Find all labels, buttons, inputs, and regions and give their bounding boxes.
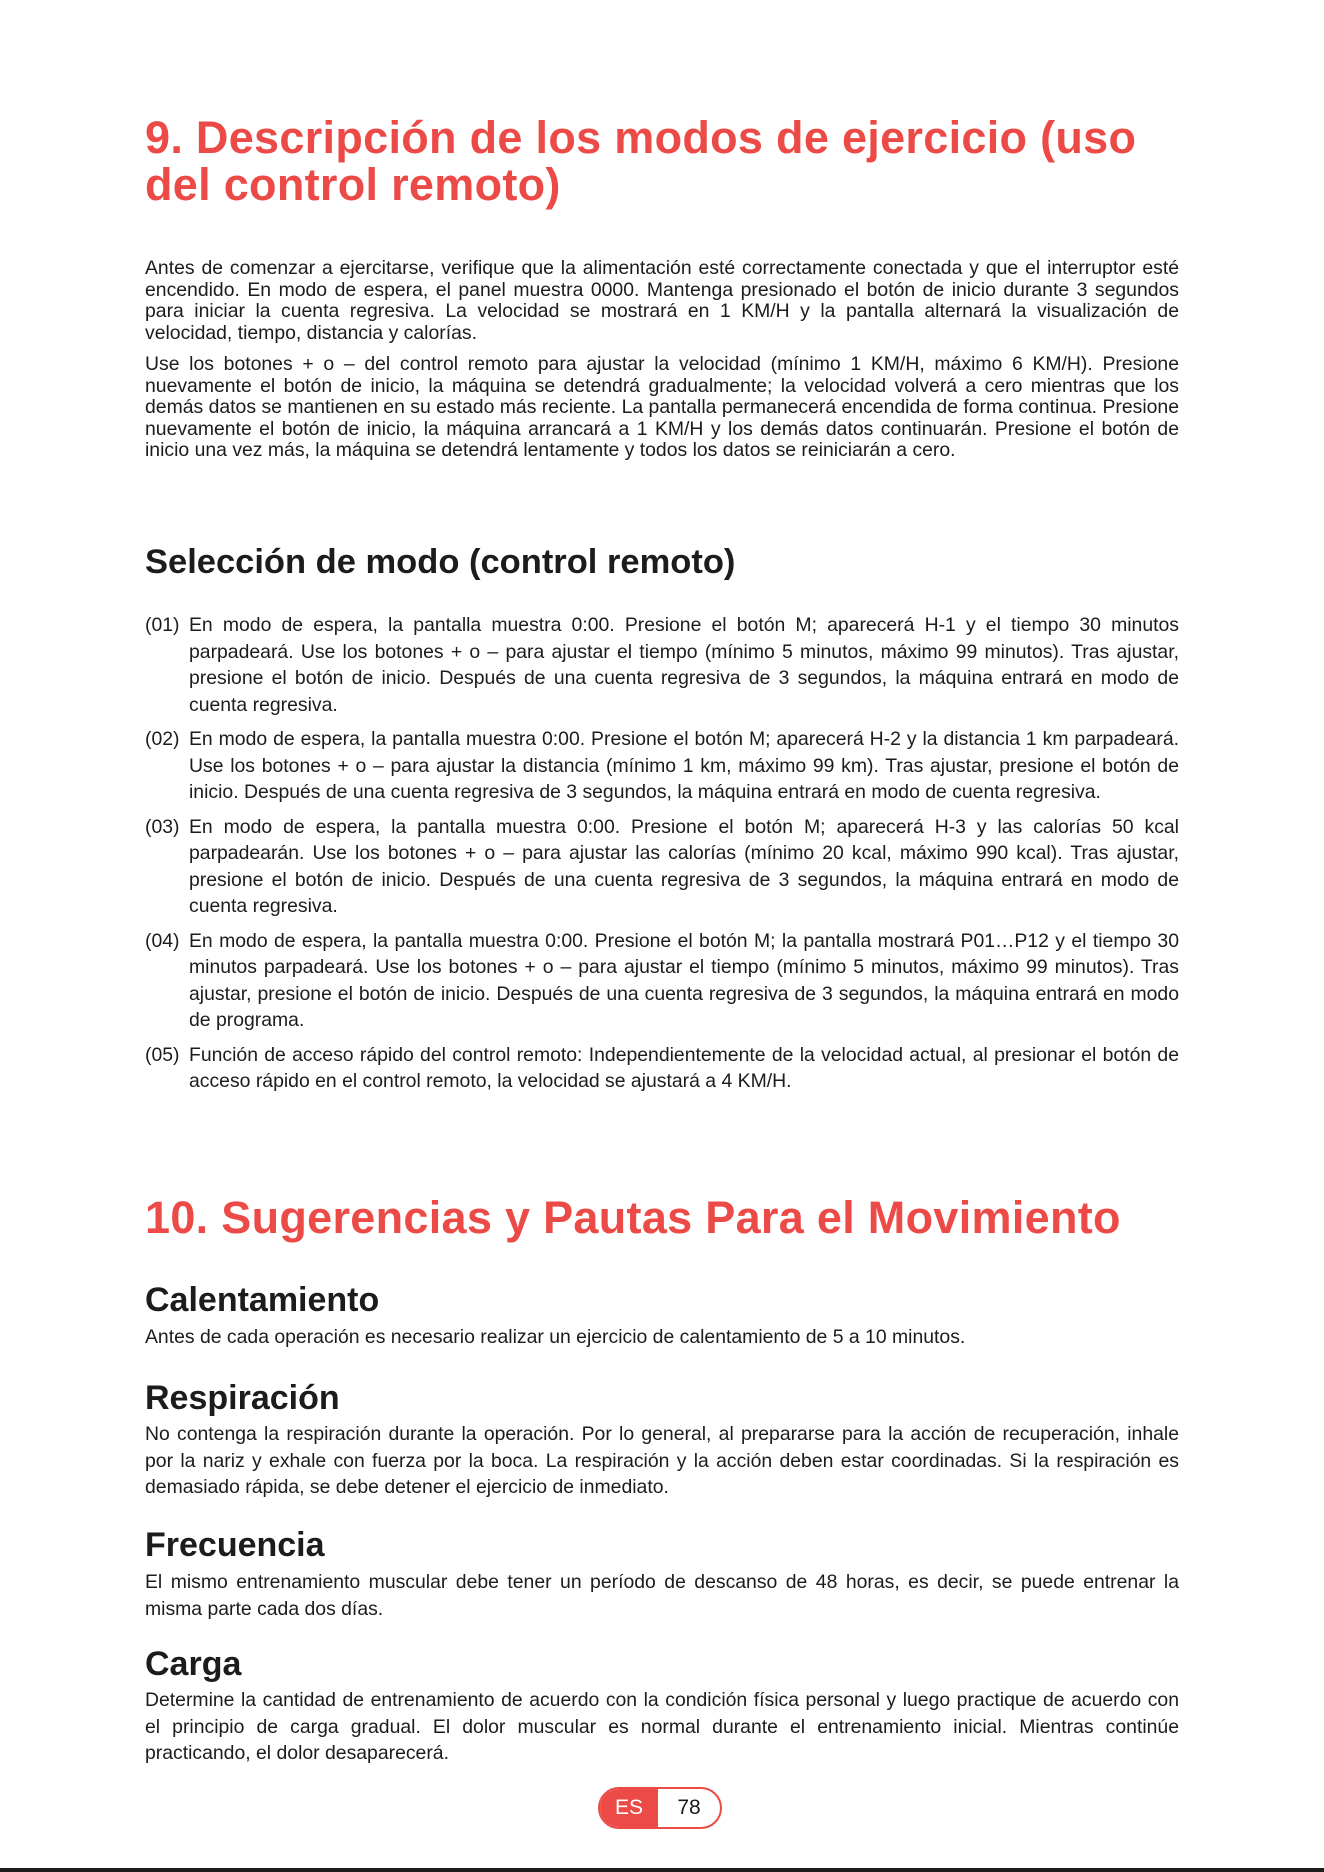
frequency-heading: Frecuencia xyxy=(145,1526,325,1564)
mode-selection-subtitle: Selección de modo (control remoto) xyxy=(145,543,736,581)
bottom-edge-divider xyxy=(0,1868,1324,1872)
list-item-number: (01) xyxy=(145,614,180,636)
warmup-text: Antes de cada operación es necesario realizar un ejercicio de calentamiento de 5 a 10 minutos. xyxy=(145,1326,966,1348)
mode-list xyxy=(145,612,1179,1095)
list-item-text: Función de acceso rápido del control remoto: Independientemente de la velocidad actual, al presionar el botón de acceso rápido en el control remoto, la velocidad se ajustará a 4 KM/H. xyxy=(189,1043,1179,1092)
list-item-number: (04) xyxy=(145,929,180,952)
list-item xyxy=(145,928,1179,1034)
list-item-number: (03) xyxy=(145,815,180,838)
list-item-text: En modo de espera, la pantalla muestra 0:00. Presione el botón M; aparecerá H-2 y la distancia 1 km parpadeará. Use los botones + o – para ajustar la distancia (mínimo 1 km, máximo 99 km). Tras ajustar, presione el botón de inicio. Después de una cuenta regresiva de 3 segundos, la máquina entrará en modo de cuenta regresiva. xyxy=(189,728,1179,803)
list-item xyxy=(145,612,1179,718)
breathing-heading: Respiración xyxy=(145,1379,340,1417)
list-item-number: (02) xyxy=(145,728,180,750)
section-9-remote-paragraph: Use los botones + o – del control remoto para ajustar la velocidad (mínimo 1 KM/H, máximo 6 KM/H). Presione nuevamente el botón de inicio, la máquina se detendrá gradualmente; la velocidad volverá a cero mientras que los demás datos se mantienen en su estado más reciente. La pantalla permanecerá encendida de forma continua. Presione nuevamente el botón de inicio, la máquina arrancará a 1 KM/H y los demás datos continuarán. Presione el botón de inicio una vez más, la máquina se detendrá lentamente y todos los datos se reiniciarán a cero. xyxy=(145,353,1179,461)
breathing-text: No contenga la respiración durante la operación. Por lo general, al prepararse para la acción de recuperación, inhale por la nariz y exhale con fuerza por la boca. La respiración y la acción deben estar coordinadas. Si la respiración es demasiado rápida, se debe detener el ejercicio de inmediato. xyxy=(145,1423,1179,1498)
language-label: ES xyxy=(600,1789,658,1827)
list-item-text: En modo de espera, la pantalla muestra 0:00. Presione el botón M; aparecerá H-3 y las calorías 50 kcal parpadearán. Use los botones + o – para ajustar las calorías (mínimo 20 kcal, máximo 990 kcal). Tras ajustar, presione el botón de inicio. Después de una cuenta regresiva de 3 segundos, la máquina entrará en modo de cuenta regresiva. xyxy=(189,815,1179,917)
section-9-intro-paragraph: Antes de comenzar a ejercitarse, verifique que la alimentación esté correctamente conectada y que el interruptor esté encendido. En modo de espera, el panel muestra 0000. Mantenga presionado el botón de inicio durante 3 segundos para iniciar la cuenta regresiva. La velocidad se mostrará en 1 KM/H y la pantalla alternará la visualización de velocidad, tiempo, distancia y calorías. xyxy=(145,257,1179,344)
list-item xyxy=(145,1042,1179,1095)
list-item-text: En modo de espera, la pantalla muestra 0:00. Presione el botón M; la pantalla mostrará P01…P12 y el tiempo 30 minutos parpadeará. Use los botones + o – para ajustar el tiempo (mínimo 5 minutos, máximo 99 minutos). Tras ajustar, presione el botón de inicio. Después de una cuenta regresiva de 3 segundos, la máquina entrará en modo de programa. xyxy=(189,929,1179,1031)
load-text: Determine la cantidad de entrenamiento de acuerdo con la condición física personal y luego practique de acuerdo con el principio de carga gradual. El dolor muscular es normal durante el entrenamiento inicial. Mientras continúe practicando, el dolor desaparecerá. xyxy=(145,1689,1179,1764)
page-number-badge xyxy=(598,1787,722,1829)
warmup-heading: Calentamiento xyxy=(145,1281,380,1319)
list-item xyxy=(145,726,1179,806)
list-item-number: (05) xyxy=(145,1043,180,1066)
frequency-text: El mismo entrenamiento muscular debe tener un período de descanso de 48 horas, es decir, se puede entrenar la misma parte cada dos días. xyxy=(145,1571,1179,1620)
page-number: 78 xyxy=(677,1796,701,1819)
section-10-title: 10. Sugerencias y Pautas Para el Movimiento xyxy=(145,1192,1121,1243)
list-item xyxy=(145,814,1179,920)
list-item-text: En modo de espera, la pantalla muestra 0:00. Presione el botón M; aparecerá H-1 y el tiempo 30 minutos parpadeará. Use los botones + o – para ajustar el tiempo (mínimo 5 minutos, máximo 99 minutos). Tras ajustar, presione el botón de inicio. Después de una cuenta regresiva de 3 segundos, la máquina entrará en modo de cuenta regresiva. xyxy=(189,614,1179,716)
load-heading: Carga xyxy=(145,1645,242,1683)
section-9-title: 9. Descripción de los modos de ejercicio (uso del control remoto) xyxy=(145,112,1137,210)
